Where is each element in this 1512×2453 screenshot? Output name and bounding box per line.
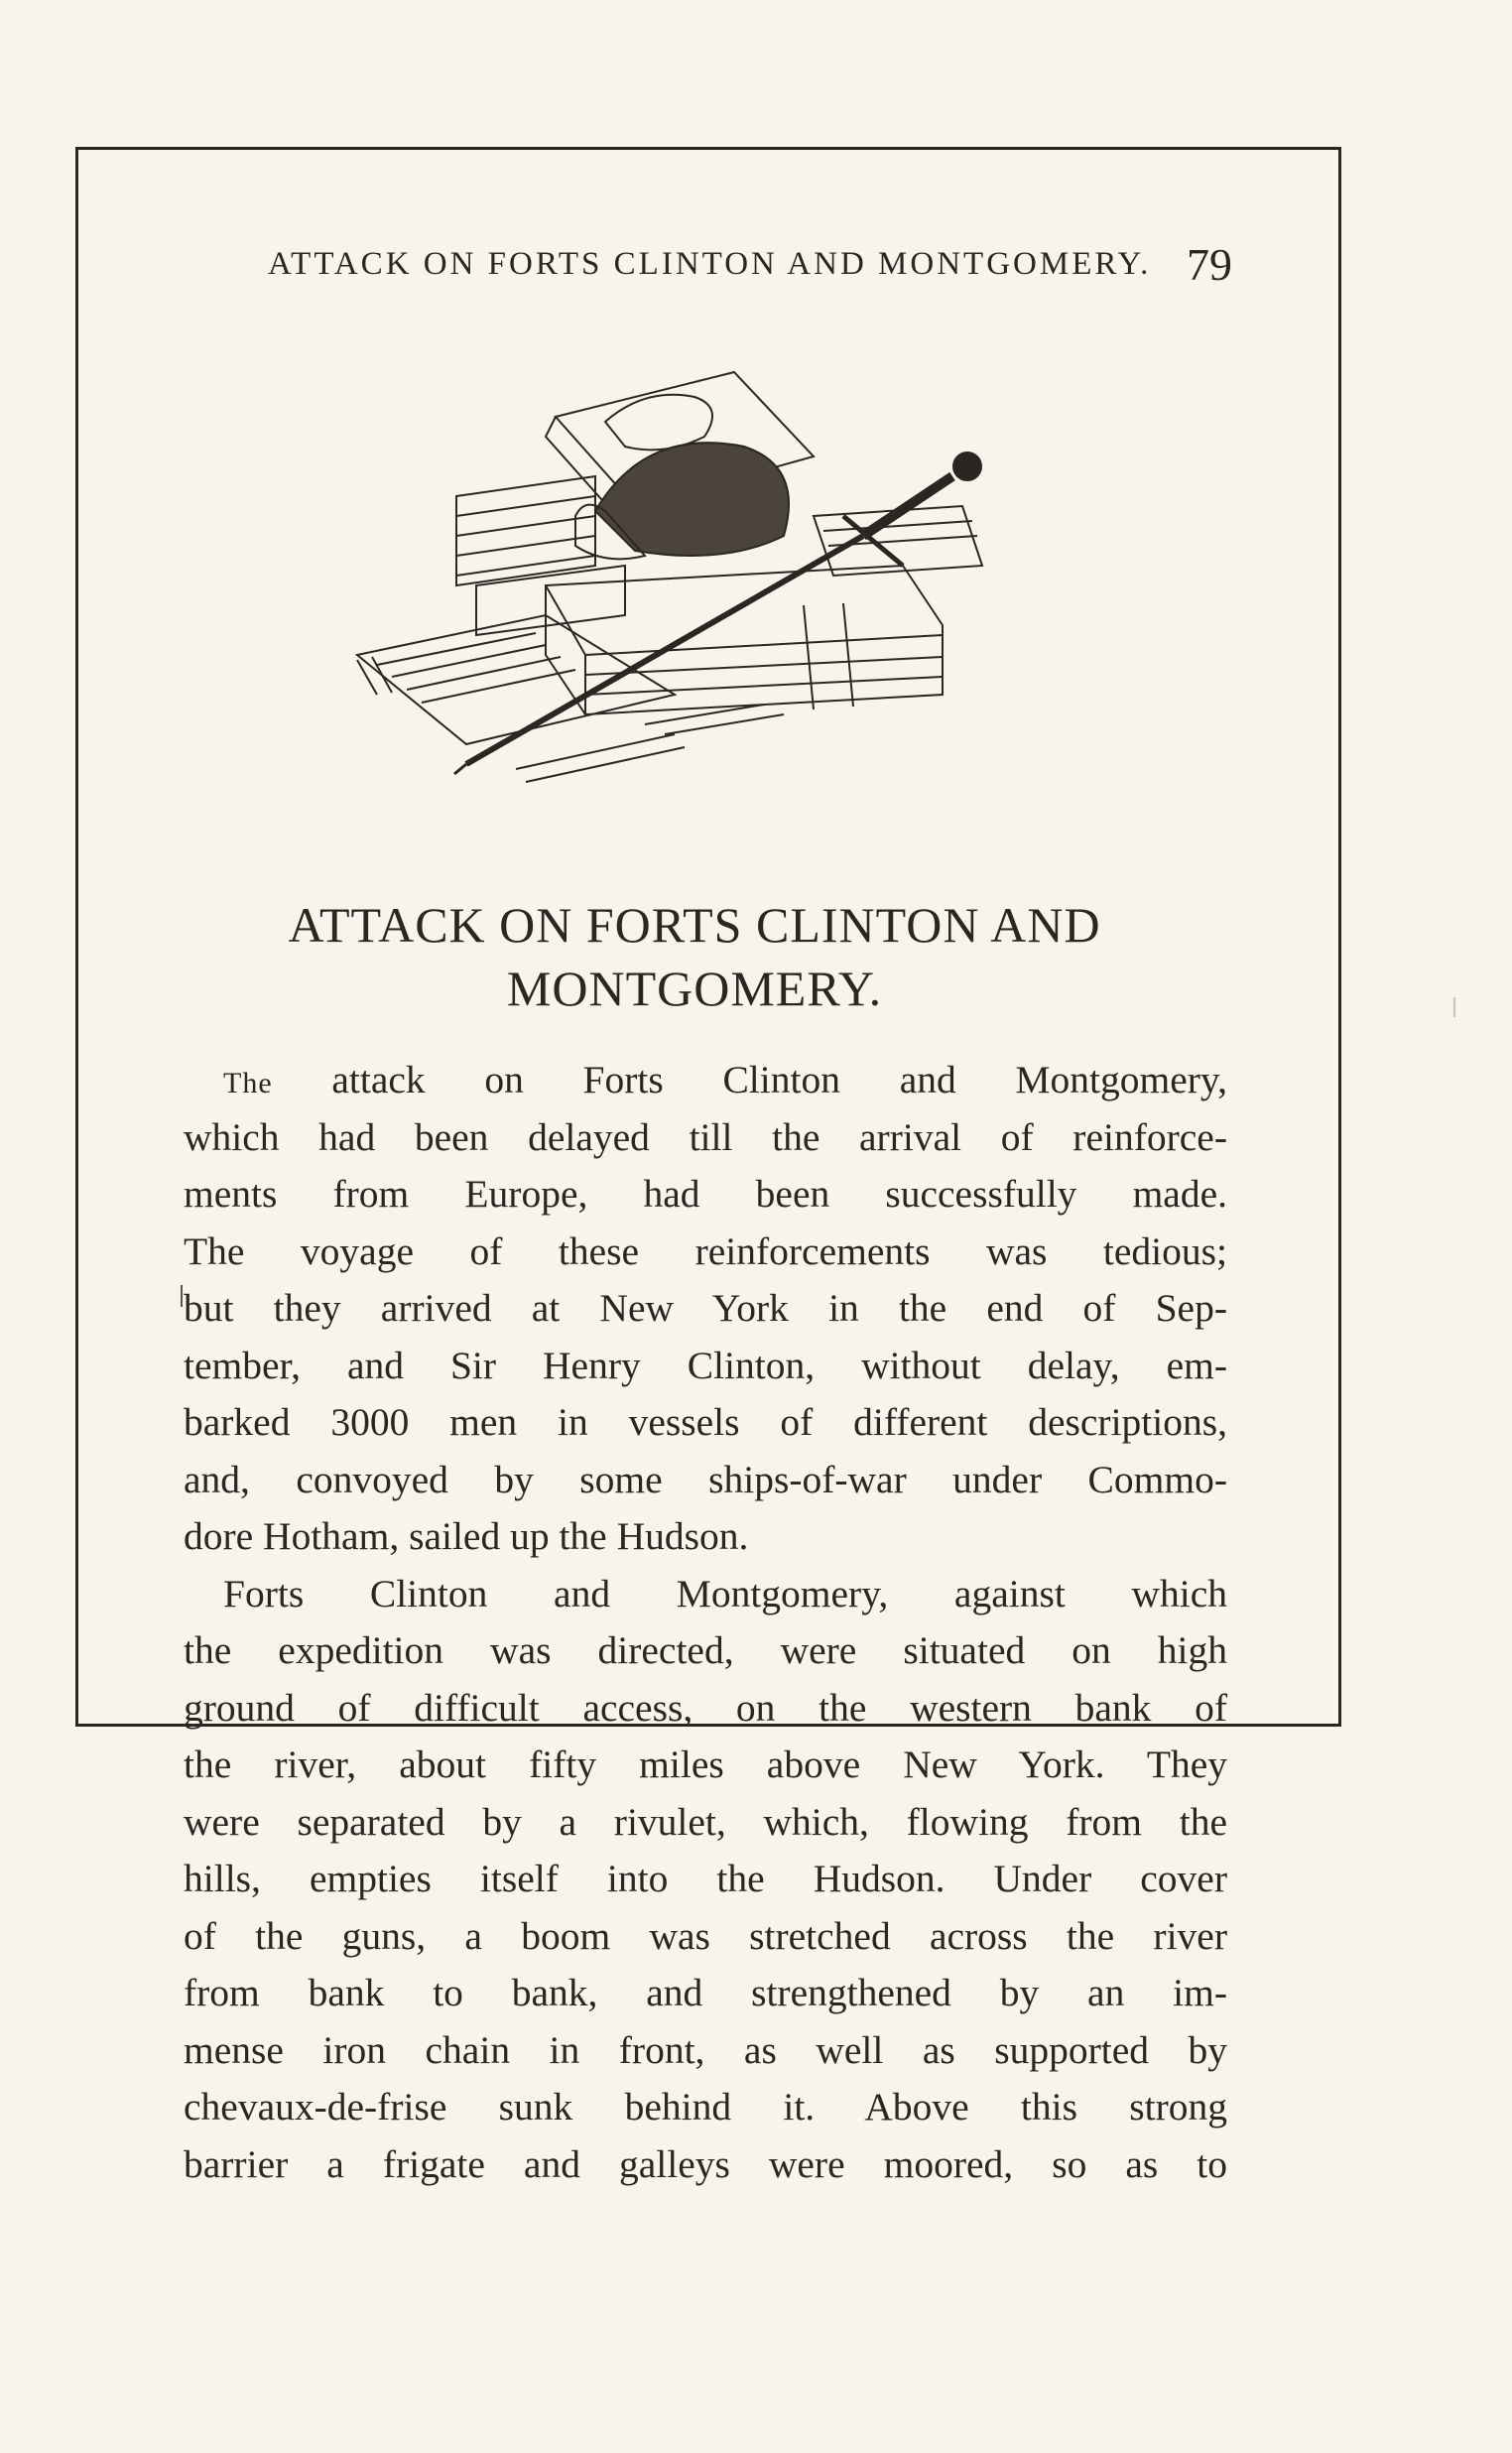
paragraph-1-line: and, convoyed by some ships-of-war under Commo- bbox=[184, 1457, 1227, 1501]
paragraph-2-line: ground of difficult access, on the western bank of bbox=[184, 1685, 1227, 1730]
page-number: 79 bbox=[1187, 239, 1232, 290]
paragraph-2-line: mense iron chain in front, as well as supported by bbox=[184, 2027, 1227, 2072]
paragraph-2-line: hills, empties itself into the Hudson. Under cover bbox=[184, 1857, 1227, 1900]
paragraph-2-line: chevaux-de-frise sunk behind it. Above this strong bbox=[184, 2085, 1227, 2129]
paragraph-1-line: which had been delayed till the arrival of reinforce- bbox=[184, 1114, 1227, 1159]
paragraph-1-line: tember, and Sir Henry Clinton, without delay, em- bbox=[184, 1343, 1227, 1387]
paragraph-2-line: were separated by a rivulet, which, flowing from the bbox=[184, 1799, 1227, 1844]
running-head: ATTACK ON FORTS CLINTON AND MONTGOMERY. bbox=[268, 246, 1152, 282]
paragraph-1-line: dore Hotham, sailed up the Hudson. bbox=[184, 1514, 749, 1558]
margin-speck bbox=[181, 1285, 183, 1307]
paragraph-2-line: the river, about fifty miles above New York. They bbox=[184, 1743, 1227, 1786]
paragraph-1-line: The attack on Forts Clinton and Montgomery, bbox=[223, 1058, 1227, 1101]
paragraph-2-line: the expedition was directed, were situated on high bbox=[184, 1628, 1227, 1672]
chapter-title-line-1: ATTACK ON FORTS CLINTON AND bbox=[288, 897, 1101, 953]
paragraph-2-line: of the guns, a boom was stretched across the river bbox=[184, 1913, 1227, 1958]
paragraph-2-line: Forts Clinton and Montgomery, against which bbox=[223, 1571, 1227, 1615]
paragraph-1-line: The voyage of these reinforcements was tedious; bbox=[184, 1228, 1227, 1273]
paragraph-1-line: but they arrived at New York in the end of Sep- bbox=[184, 1286, 1227, 1330]
chapter-title-line-2: MONTGOMERY. bbox=[506, 961, 883, 1016]
paragraph-1-line: barked 3000 men in vessels of different descriptions, bbox=[184, 1400, 1227, 1444]
drop-word: The bbox=[223, 1067, 273, 1099]
body-text bbox=[184, 1052, 1227, 2193]
books-helmet-sword-vignette-icon bbox=[347, 367, 1101, 819]
paragraph-2-line: from bank to bank, and strengthened by an im- bbox=[184, 1971, 1227, 2014]
paragraph-1-line: ments from Europe, had been successfully made. bbox=[184, 1172, 1227, 1216]
margin-speck bbox=[1453, 997, 1455, 1017]
paragraph-2-line: barrier a frigate and galleys were moored, so as to bbox=[184, 2141, 1227, 2186]
chapter-title bbox=[198, 893, 1191, 1020]
